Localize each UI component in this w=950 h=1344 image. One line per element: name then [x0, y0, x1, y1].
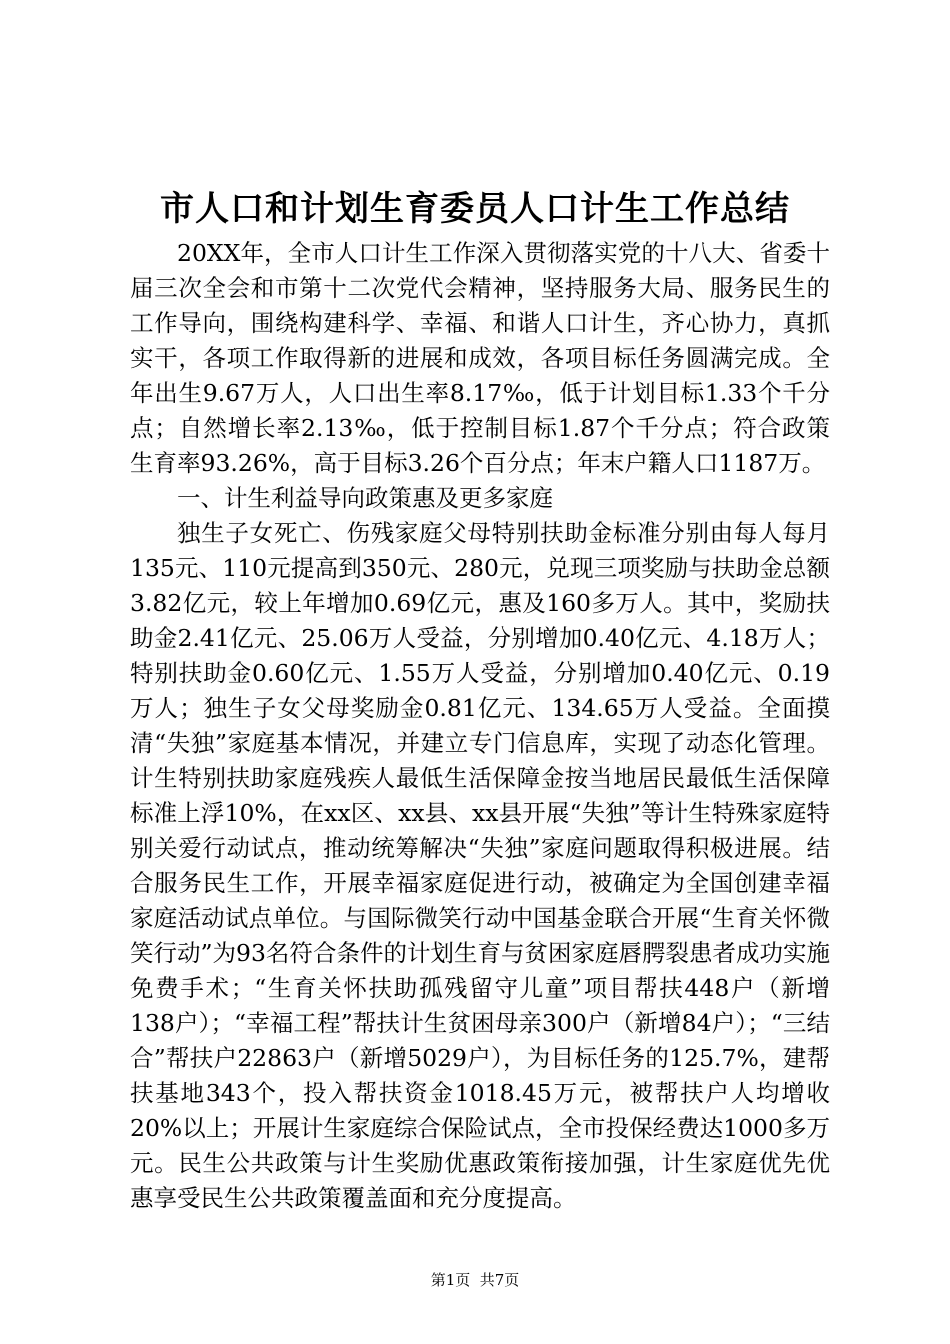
paragraph-policy-details: 独生子女死亡、伤残家庭父母特别扶助金标准分别由每人每月135元、110元提高到350元、280元，兑现三项奖励与扶助金总额3.82亿元，较上年增加0.69亿元，惠及160多万人。其中，奖励扶助金2.41亿元、25.06万人受益，分别增加0.40亿元、4.18万人；特别扶助金0.60亿元、1.55万人受益，分别增加0.40亿元、0.19万人；独生子女父母奖励金0.81亿元、134.65万人受益。全面摸清“失独”家庭基本情况，并建立专门信息库，实现了动态化管理。计生特别扶助家庭残疾人最低生活保障金按当地居民最低生活保障标准上浮10%，在xx区、xx县、xx县开展“失独”等计生特殊家庭特别关爱行动试点，推动统筹解决“失独”家庭问题取得积极进展。结合服务民生工作，开展幸福家庭促进行动，被确定为全国创建幸福家庭活动试点单位。与国际微笑行动中国基金联合开展“生育关怀微笑行动”为93名符合条件的计划生育与贫困家庭唇腭裂患者成功实施免费手术；“生育关怀扶助孤残留守儿童”项目帮扶448户（新增138户）；“幸福工程”帮扶计生贫困母亲300户（新增84户）；“三结合”帮扶户22863户（新增5029户），为目标任务的125.7%，建帮扶基地343个，投入帮扶资金1018.45万元，被帮扶户人均增收20%以上；开展计生家庭综合保险试点，全市投保经费达1000多万元。民生公共政策与计生奖励优惠政策衔接加强，计生家庭优先优惠享受民生公共政策覆盖面和充分度提高。 — [130, 519, 830, 1212]
document-title: 市人口和计划生育委员人口计生工作总结 — [160, 189, 790, 229]
paragraph-summary: 20XX年，全市人口计生工作深入贯彻落实党的十八大、省委十届三次全会和市第十二次党代会精神，坚持服务大局、服务民生的工作导向，围绕构建科学、幸福、和谐人口计生，齐心协力，真抓实干，各项工作取得新的进展和成效，各项目标任务圆满完成。全年出生9.67万人，人口出生率8.17‰，低于计划目标1.33个千分点；自然增长率2.13‰，低于控制目标1.87个千分点；符合政策生育率93.26%，高于目标3.26个百分点；年末户籍人口1187万。 — [130, 239, 830, 477]
page-footer: 第1页 共7页 — [430, 1271, 520, 1289]
section-heading: 一、计生利益导向政策惠及更多家庭 — [177, 484, 553, 512]
document-body — [130, 236, 830, 1216]
